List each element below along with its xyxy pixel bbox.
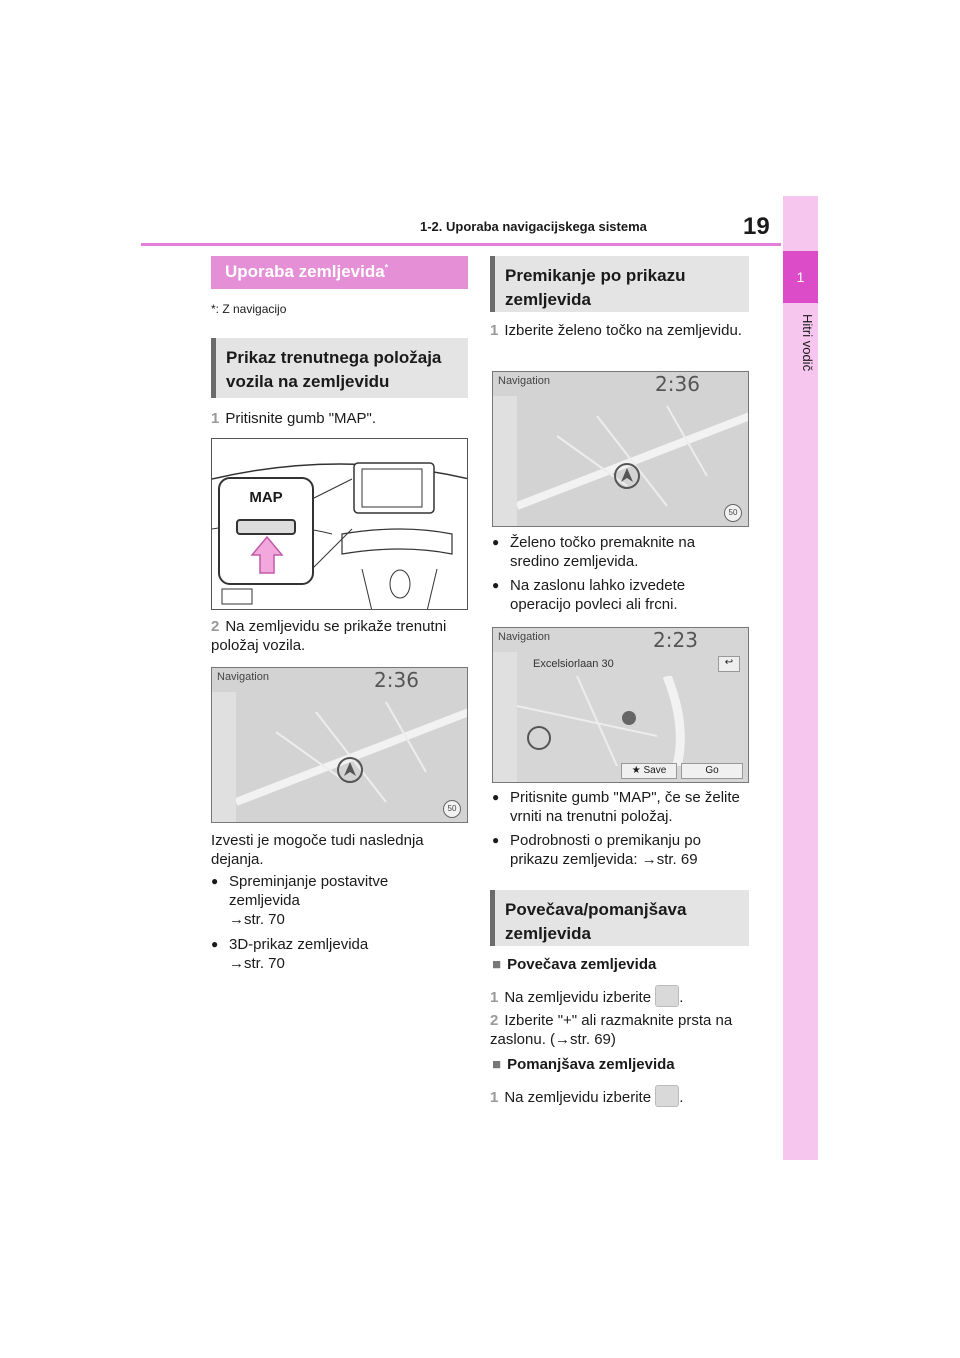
subheading-current-position: Prikaz trenutnega položaja vozila na zemljevidu [211,338,468,398]
map-button-label: MAP [249,489,283,506]
zoom-in-step-2: 2 Izberite "+" ali razmaknite prsta na zaslonu. (→str. 69) [490,1012,733,1048]
map-roads [236,692,468,823]
bullet-layout: ● Spreminjanje postavitve zemljevida →str. 70 [211,872,451,929]
map-roads [517,396,749,527]
zoom-in-step-1: 1 Na zemljevidu izberite . [490,985,683,1007]
page-number: 19 [743,213,770,240]
zoom-icon [655,985,679,1007]
nav-screen-time: 2:36 [374,668,419,692]
dashboard-illustration [211,438,468,610]
map-scale-icon: 50 [443,800,461,818]
chapter-side-tab [783,196,818,1160]
bullet-3d: ● 3D-prikaz zemljevida →str. 70 [211,935,451,973]
go-button: Go [681,763,743,779]
main-heading: Uporaba zemljevida* [211,256,468,289]
nav-screen-title: Navigation [498,375,550,387]
nav-screen-title: Navigation [498,631,550,643]
back-icon: ↩ [718,656,740,672]
chapter-number: 1 [783,251,818,303]
map-scale-icon: 50 [724,504,742,522]
chapter-label: Hitri vodič [800,314,815,372]
nav-screen-moved-point [492,627,749,783]
nav-screen-current-position [211,667,468,823]
save-button: ★ Save [621,763,677,779]
zoom-in-heading: ■ Povečava zemljevida [492,956,657,973]
note-text: Izvesti je mogoče tudi naslednja dejanja. [211,832,424,868]
subheading-zoom: Povečava/pomanjšava zemljevida [490,890,749,946]
subheading-moving-map: Premikanje po prikazu zemljevida [490,256,749,312]
bullet-drag-flick: ● Na zaslonu lahko izvedete operacijo povleci ali frcni. [492,576,732,614]
running-header: 1-2. Uporaba navigacijskega sistema [420,219,647,234]
bullet-return: ● Pritisnite gumb "MAP", če se želite vrniti na trenutni položaj. [492,788,742,826]
nav-screen-time: 2:36 [655,372,700,396]
bullet-details: ● Podrobnosti o premikanju po prikazu zemljevida: →str. 69 [492,831,742,869]
step-1: 1 Pritisnite gumb "MAP". [211,410,377,427]
step-2: 2 Na zemljevidu se prikaže trenutni položaj vozila. [211,618,447,654]
nav-screen-title: Navigation [217,671,269,683]
zoom-out-heading: ■ Pomanjšava zemljevida [492,1056,675,1073]
nav-side-toolbar [212,692,236,822]
press-arrow-icon [250,535,284,575]
footnote: *: Z navigacijo [211,302,287,316]
right-step-1: 1 Izberite želeno točko na zemljevidu. [490,322,742,339]
nav-screen-time: 2:23 [653,628,698,652]
bullet-center-point: ● Želeno točko premaknite na sredino zemljevida. [492,533,732,571]
zoom-out-step-1: 1 Na zemljevidu izberite . [490,1085,683,1107]
nav-screen-select-point [492,371,749,527]
nav-address: Excelsiorlaan 30 [533,658,614,670]
map-roads [517,676,749,766]
zoom-icon [655,1085,679,1107]
nav-side-toolbar [493,396,517,526]
map-button-callout [218,477,314,585]
nav-side-toolbar [493,652,517,782]
map-button [236,519,296,535]
header-rule [141,243,781,246]
